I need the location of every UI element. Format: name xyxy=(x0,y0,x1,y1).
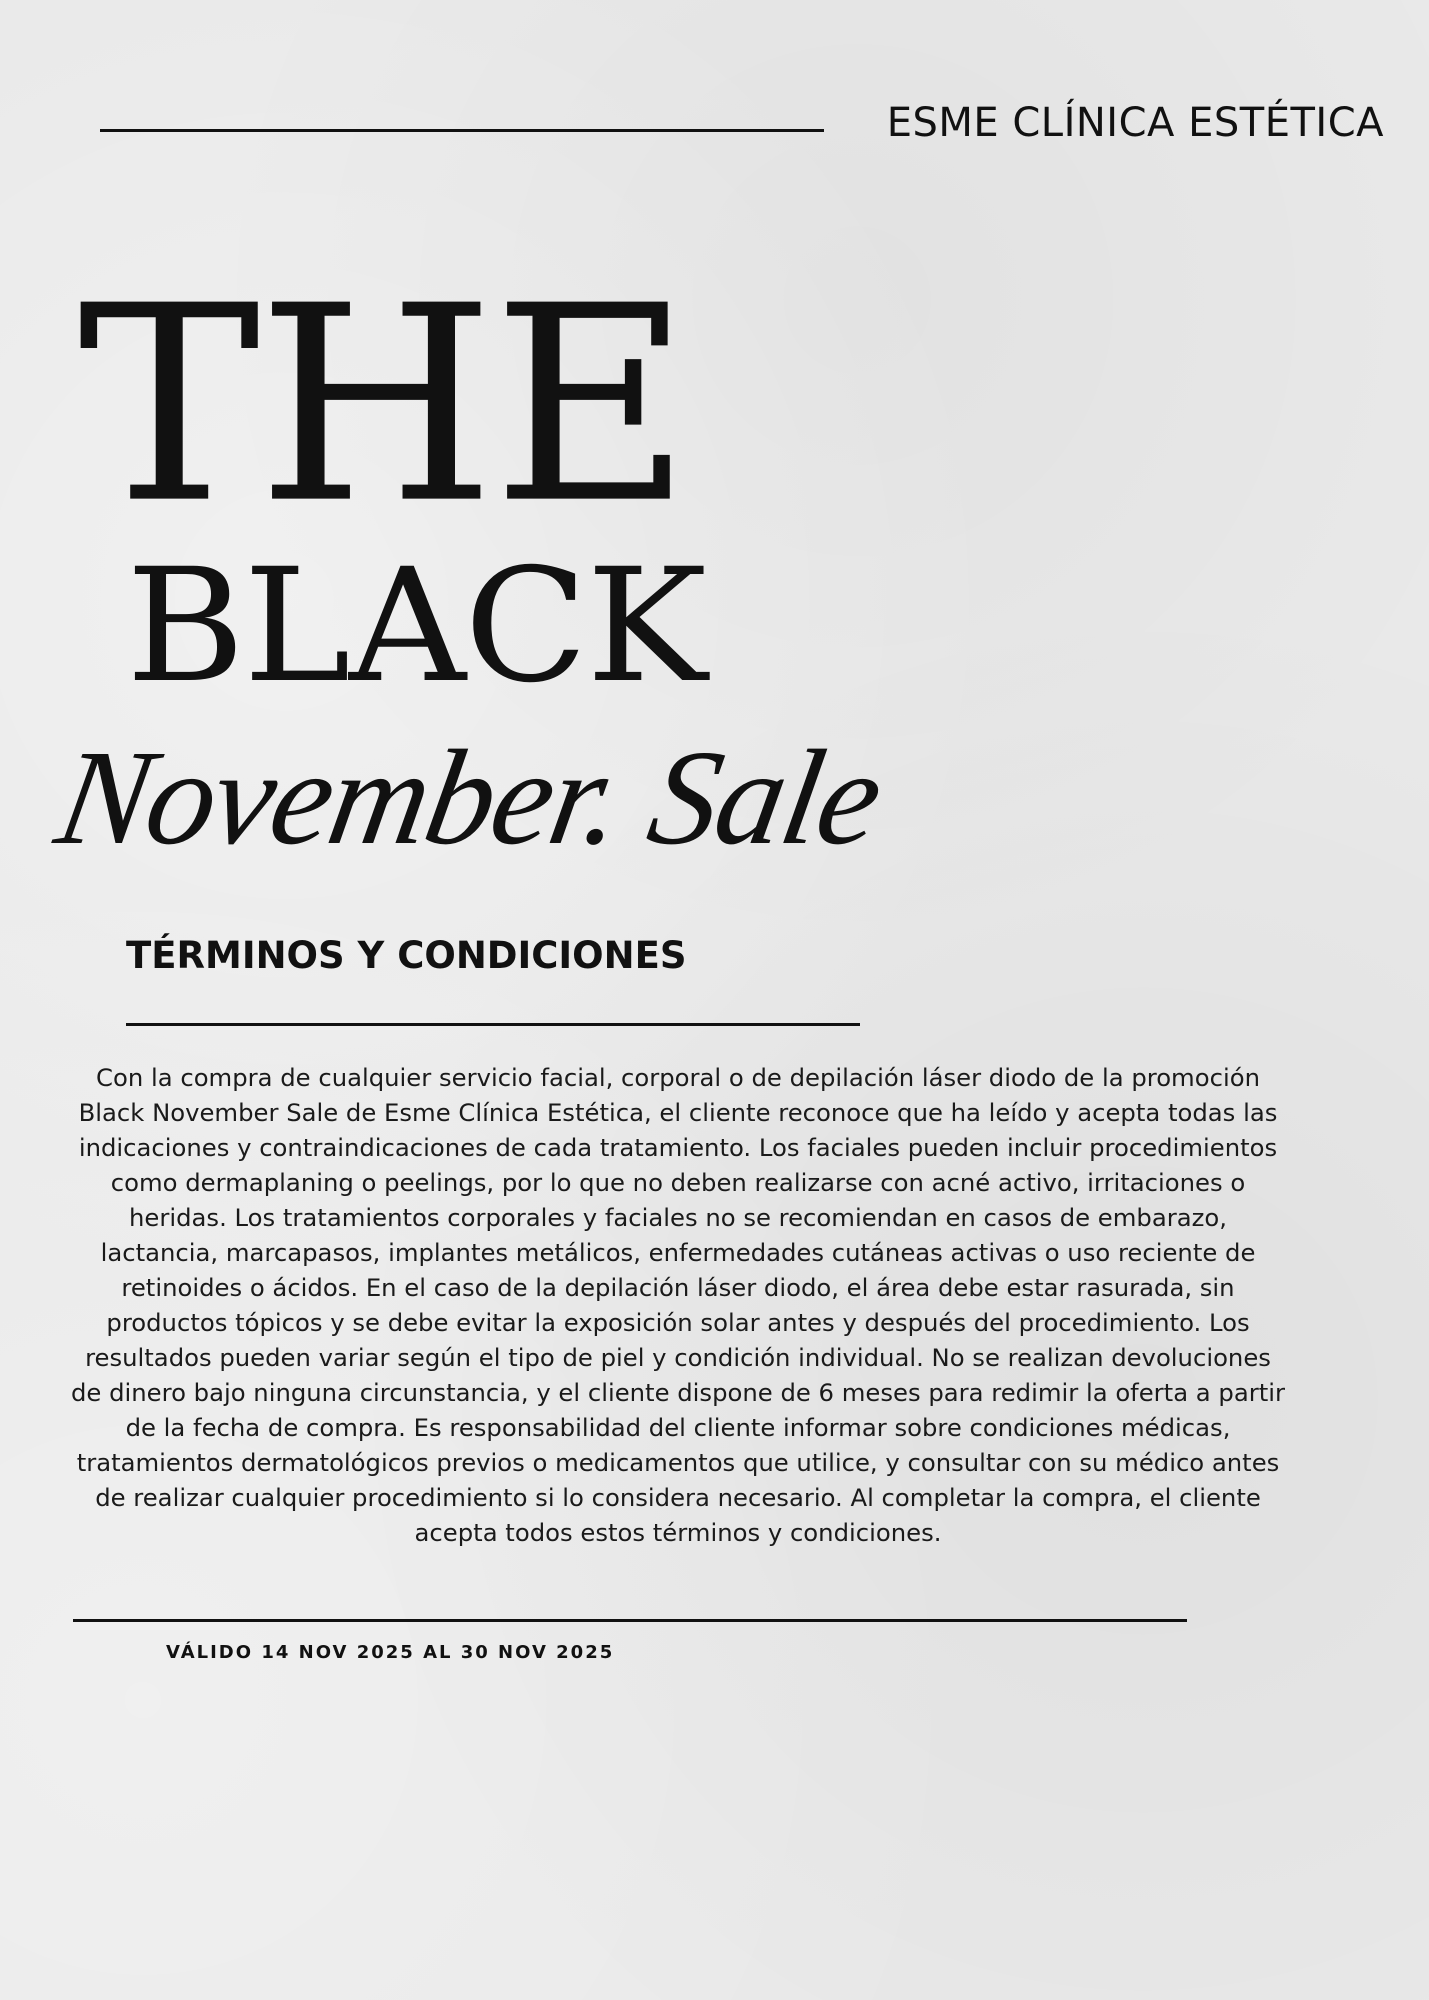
bottom-divider xyxy=(73,1619,1187,1622)
section-divider xyxy=(126,1023,860,1026)
section-title: TÉRMINOS Y CONDICIONES xyxy=(126,934,687,977)
headline-november-sale: November. Sale xyxy=(46,723,892,873)
headline-black: BLACK xyxy=(126,534,706,717)
brand-name: ESME CLÍNICA ESTÉTICA xyxy=(886,100,1384,146)
top-divider xyxy=(100,129,824,132)
terms-paragraph: Con la compra de cualquier servicio facial, corporal o de depilación láser diodo de la promoción Black November Sale de Esme Clínica Estética, el cliente reconoce que ha leído y acepta todas las indicaciones y contraindicaciones de cada tratamiento. Los faciales pueden incluir procedimientos como dermaplaning o peelings, por lo que no deben realizarse con acné activo, irritaciones o heridas. Los tratamientos corporales y faciales no se recomiendan en casos de embarazo, lactancia, marcapasos, implantes metálicos, enfermedades cutáneas activas o uso reciente de retinoides o ácidos. En el caso de la depilación láser diodo, el área debe estar rasurada, sin productos tópicos y se debe evitar la exposición solar antes y después del procedimiento. Los resultados pueden variar según el tipo de piel y condición individual. No se realizan devoluciones de dinero bajo ninguna circunstancia, y el cliente dispone de 6 meses para redimir la oferta a partir de la fecha de compra. Es responsabilidad del cliente informar sobre condiciones médicas, tratamientos dermatológicos previos o medicamentos que utilice, y consultar con su médico antes de realizar cualquier procedimiento si lo considera necesario. Al completar la compra, el cliente acepta todos estos términos y condiciones. xyxy=(71,1063,1285,1547)
headline-the: THE xyxy=(78,247,689,563)
validity-dates: VÁLIDO 14 NOV 2025 AL 30 NOV 2025 xyxy=(166,1642,615,1663)
